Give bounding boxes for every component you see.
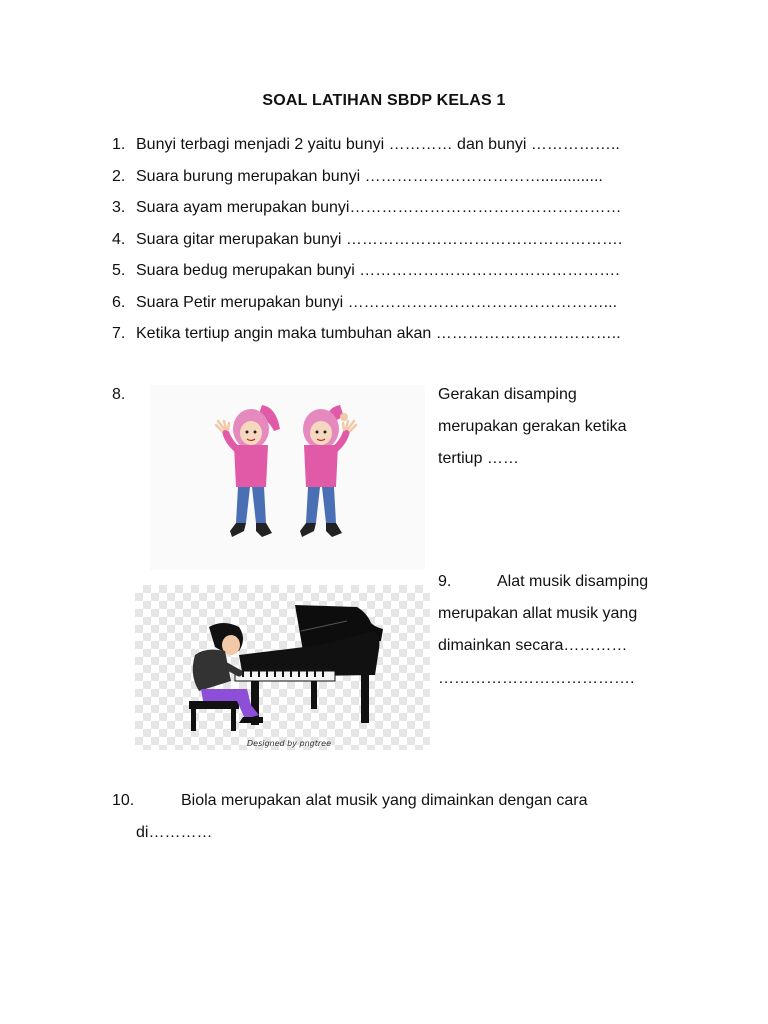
question-6	[112, 292, 712, 324]
question-8-line-2: merupakan gerakan ketika	[438, 418, 627, 435]
question-9-line-3: dimainkan secara…………	[438, 637, 628, 654]
question-list	[112, 134, 712, 355]
question-10-line-2: di…………	[136, 824, 213, 841]
question-9-number: 9.	[438, 573, 452, 590]
question-3	[112, 197, 712, 229]
question-8-number: 8.	[112, 386, 126, 403]
question-9-line-1: Alat musik disamping	[497, 573, 649, 590]
question-2	[112, 166, 712, 198]
question-text: Suara burung merupakan bunyi ……………………………..............	[136, 167, 603, 185]
question-text: Bunyi terbagi menjadi 2 yaitu bunyi ………… dan bunyi ……………..	[136, 136, 620, 153]
piano-icon	[135, 585, 430, 750]
question-number: 2.	[112, 167, 126, 185]
question-9-line-2: merupakan allat musik yang	[438, 605, 638, 622]
question-number: 6.	[112, 293, 126, 311]
question-7	[112, 323, 712, 355]
question-number: 1.	[112, 136, 126, 153]
question-number: 5.	[112, 262, 126, 279]
page-title: SOAL LATIHAN SBDP KELAS 1	[262, 92, 506, 109]
question-10-line-1: Biola merupakan alat musik yang dimainkan dengan cara	[181, 792, 588, 809]
question-text: Suara bedug merupakan bunyi ………………………………………….	[136, 262, 620, 279]
piano-player-illustration	[135, 585, 430, 750]
image-watermark: Designed by pngtree	[247, 739, 332, 748]
question-8-line-3: tertiup ……	[438, 450, 519, 467]
question-9-line-4: ……………………………….	[438, 670, 635, 687]
question-text: Suara Petir merupakan bunyi …………………………………………...	[136, 293, 618, 311]
question-text: Suara ayam merupakan bunyi……………………………………………	[136, 199, 622, 216]
children-swaying-icon	[150, 385, 425, 570]
question-10-number: 10.	[112, 792, 135, 809]
question-number: 4.	[112, 230, 126, 248]
question-text: Ketika tertiup angin maka tumbuhan akan ……………………………..	[136, 325, 621, 342]
question-text: Suara gitar merupakan bunyi …………………………………………….	[136, 230, 623, 248]
children-swaying-illustration	[150, 385, 425, 570]
question-number: 3.	[112, 199, 126, 216]
question-5	[112, 260, 712, 292]
question-number: 7.	[112, 325, 126, 342]
question-1	[112, 134, 712, 166]
question-4	[112, 229, 712, 261]
question-8-line-1: Gerakan disamping	[438, 386, 577, 403]
